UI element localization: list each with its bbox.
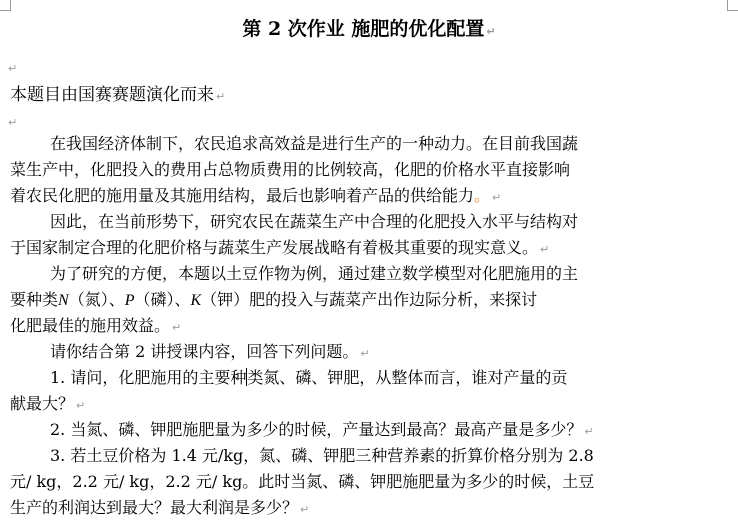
para3-line1: 为了研究的方便，本题以土豆作物为例，通过建立数学模型对化肥施用的主 — [50, 264, 579, 283]
para3-line2 — [10, 290, 537, 311]
question-1-text: 类氮、磷、钾肥，从整体而言，谁对产量的贡 — [247, 368, 568, 387]
source-note-text: 本题目由国赛赛题演化而来 — [10, 85, 214, 105]
question-3-line3 — [10, 498, 309, 520]
para2-line2-text: 于国家制定合理的化肥价格与蔬菜生产发展战略有着极其重要的现实意义。 — [10, 238, 539, 257]
para2-line2 — [10, 238, 549, 260]
instruction-text: 请你结合第 2 讲授课内容，回答下列问题。 — [50, 342, 359, 361]
question-3-line1: 3. 若土豆价格为 1.4 元/kg，氮、磷、钾肥三种营养素的折算价格分别为 2.8 — [50, 446, 594, 465]
para1-end-punct: 。 — [474, 186, 491, 205]
question-1-line2 — [10, 394, 85, 416]
para2-line1: 因此，在当前形势下，研究农民在蔬菜生产中合理的化肥投入水平与结构对 — [50, 212, 579, 231]
para3-text: 要种类 — [10, 290, 59, 309]
variable-p: P — [124, 292, 135, 309]
question-3-text: 生产的利润达到最大？最大利润是多少？ — [10, 498, 299, 517]
question-1-text: 献最大？ — [10, 394, 75, 413]
paragraph-mark: ↵ — [486, 25, 496, 38]
paragraph-mark: ↵ — [216, 90, 226, 103]
paragraph-mark: ↵ — [300, 503, 310, 516]
variable-k: K — [190, 292, 202, 309]
para1-line2: 菜生产中，化肥投入的费用占总物质费用的比例较高，化肥的价格水平直接影响 — [10, 160, 571, 179]
page-corner-mark-top-left — [0, 0, 11, 11]
paragraph-mark: ↵ — [76, 399, 86, 412]
question-1-line1 — [50, 368, 567, 388]
paragraph-mark: ↵ — [540, 243, 550, 256]
instruction-line — [50, 342, 370, 364]
para1-line3-text: 着农民化肥的施用量及其施用结构，最后也影响着产品的供给能力 — [10, 186, 475, 205]
question-2-text: 2. 当氮、磷、钾肥施肥量为多少的时候，产量达到最高？最高产量是多少？ — [50, 420, 583, 439]
question-3-line2: 元/ kg，2.2 元/ kg，2.2 元/ kg。此时当氮、磷、钾肥施肥量为多少的时候，土豆 — [10, 472, 595, 491]
variable-n: N — [58, 292, 69, 309]
source-note — [10, 85, 225, 107]
paragraph-mark: ↵ — [584, 425, 594, 438]
paragraph-mark: ↵ — [492, 191, 502, 204]
para1-line3 — [10, 186, 501, 208]
paragraph-mark: ↵ — [172, 321, 182, 334]
para3-line3 — [10, 316, 181, 338]
para3-text: （氮）、 — [68, 290, 125, 309]
para3-line3-text: 化肥最佳的施用效益。 — [10, 316, 171, 335]
para3-text: （钾）肥的投入与蔬菜产出作边际分析，来探讨 — [201, 290, 538, 309]
question-2 — [50, 420, 594, 442]
document-title — [0, 16, 738, 45]
title-text: 第 2 次作业 施肥的优化配置 — [242, 18, 485, 40]
paragraph-mark: ↵ — [360, 347, 370, 360]
para3-text: （磷）、 — [134, 290, 191, 309]
empty-paragraph-mark: ↵ — [8, 62, 18, 75]
empty-paragraph-mark: ↵ — [8, 116, 18, 129]
para1-line1: 在我国经济体制下，农民追求高效益是进行生产的一种动力。在目前我国蔬 — [50, 134, 579, 153]
question-1-text: 1. 请问，化肥施用的主要种 — [50, 368, 247, 387]
page-corner-mark-top-right — [727, 0, 738, 11]
